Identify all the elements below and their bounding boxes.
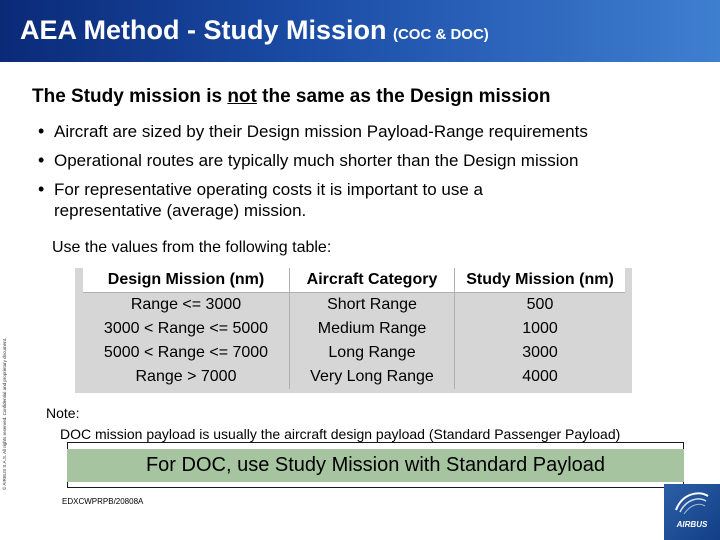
table-cell: Short Range <box>290 293 455 318</box>
heading-part-1: The Study mission is <box>32 86 228 107</box>
table-header-row <box>83 268 625 293</box>
callout-text: For DOC, use Study Mission with Standard Payload <box>145 454 606 476</box>
table-cell: 1000 <box>455 317 626 341</box>
table-cell: 4000 <box>455 365 626 389</box>
table-row <box>83 293 625 318</box>
bullet-dot-icon: • <box>38 179 45 199</box>
table-cell: 3000 <box>455 341 626 365</box>
bullet-dot-icon: • <box>38 121 45 141</box>
table-row <box>83 317 625 341</box>
bullet-dot-icon: • <box>38 150 45 170</box>
slide-title-sub: (COC & DOC) <box>392 26 489 43</box>
heading-emphasis: not <box>227 86 257 107</box>
document-reference: EDXCWPRPB/20808A <box>62 497 144 506</box>
airbus-wordmark: AIRBUS <box>676 520 708 529</box>
table-cell: Range <= 3000 <box>130 296 242 313</box>
table-cell: 5000 < Range <= 7000 <box>103 344 269 361</box>
bullet-text: For representative operating costs it is important to use a <box>54 180 483 199</box>
section-heading <box>32 86 550 108</box>
bullet-text: Aircraft are sized by their Design mission Payload-Range requirements <box>54 122 588 141</box>
bullet-item <box>38 117 588 146</box>
note-text: DOC mission payload is usually the aircraft design payload (Standard Passenger Payload) <box>60 426 621 442</box>
bullet-text-continued: representative (average) mission. <box>54 201 307 220</box>
slide-title <box>20 15 489 46</box>
table-cell: 3000 < Range <= 5000 <box>103 320 269 337</box>
table-row <box>83 341 625 365</box>
slide-title-main: AEA Method - Study Mission <box>20 15 387 45</box>
table-cell: Range > 7000 <box>135 368 237 385</box>
bullet-item <box>38 175 588 222</box>
header-aircraft-category: Aircraft Category <box>290 268 455 293</box>
copyright-notice: © AIRBUS S.A.S. All rights reserved. Confidential and proprietary document. <box>2 337 7 490</box>
table-cell: Long Range <box>290 341 455 365</box>
table-cell: Medium Range <box>290 317 455 341</box>
mission-table-panel <box>75 268 632 393</box>
table-intro: Use the values from the following table: <box>52 239 332 256</box>
bullet-list <box>38 117 588 222</box>
heading-part-2: the same as the Design mission <box>256 86 551 107</box>
bullet-text: Operational routes are typically much shorter than the Design mission <box>54 151 579 170</box>
airbus-swirl-icon <box>672 488 712 516</box>
table-cell: 500 <box>455 293 626 318</box>
mission-table <box>83 268 625 389</box>
note-label: Note: <box>46 405 80 421</box>
table-cell: Very Long Range <box>290 365 455 389</box>
airbus-logo <box>664 484 720 540</box>
table-row <box>83 365 625 389</box>
bullet-item <box>38 146 588 175</box>
title-bar <box>0 0 720 62</box>
header-design-mission: Design Mission (nm) <box>83 268 290 293</box>
header-study-mission: Study Mission (nm) <box>455 268 626 293</box>
